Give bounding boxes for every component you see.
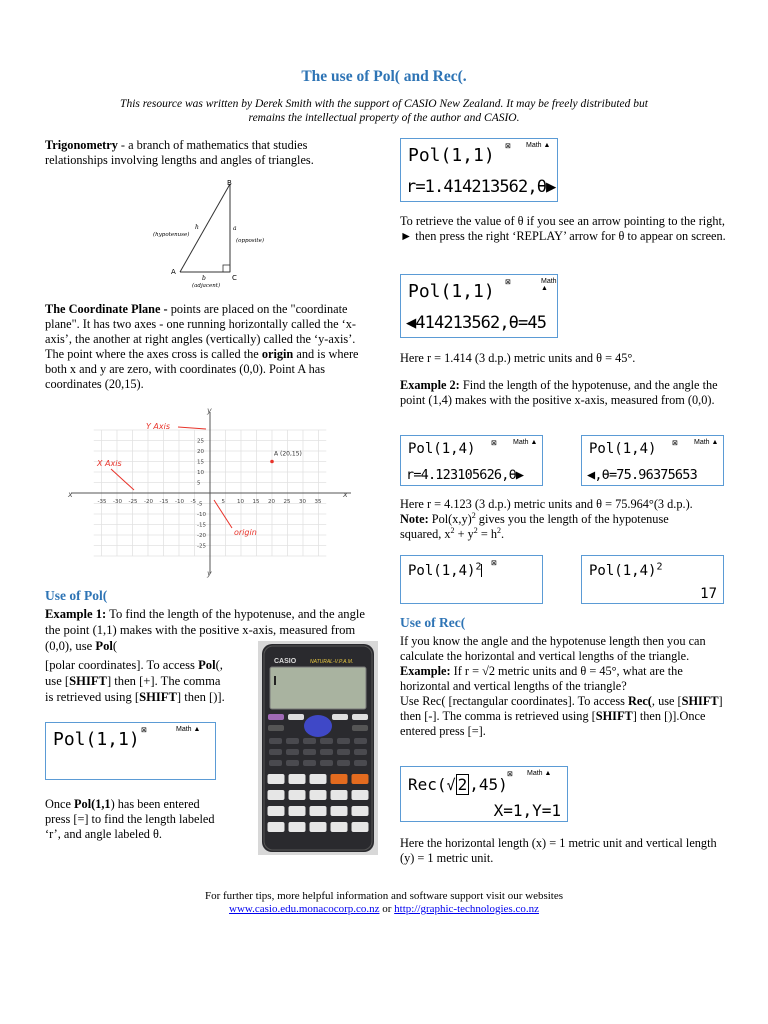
calc-key [320,760,333,766]
y-tick-label: -20 [197,533,206,539]
calc-replay-pad [304,715,332,737]
graphic-technologies-link[interactable]: http://graphic-technologies.co.nz [394,903,539,915]
calc-key [310,790,327,800]
x-axis-annotation: X Axis [97,459,122,468]
vertex-b: B [227,179,232,187]
credit-note: This resource was written by Derek Smith with the support of CASIO New Zealand. It may be freely distributed but remains the intellectual property of the author and CASIO. [120,98,648,124]
calc-screen-pol-1-1-result: ⊠ Math ▲ Pol(1,1) r=1.414213562,θ▶ [400,138,558,202]
calc-key [286,749,299,755]
x-axis-letter-right: x [343,490,348,499]
casio-calculator-image [258,641,378,855]
x-tick-label: -10 [175,499,184,505]
calc-display [270,667,366,709]
calc-key [303,738,316,744]
x-tick-label: 5 [221,499,225,505]
y-tick-label: -10 [197,512,206,518]
rec-result-paragraph: Here the horizontal length (x) = 1 metric unit and vertical length (y) = 1 metric unit. [400,836,717,865]
mode-indicator: Math ▲ [176,726,201,733]
x-axis-letter-left: x [68,490,73,499]
calc-key [354,760,367,766]
calc-key [268,822,285,832]
x-tick-label: -20 [144,499,153,505]
triangle-side-hypotenuse [180,184,230,272]
calc-key [331,790,348,800]
result-2-paragraph: Here r = 4.123 (3 d.p.) metric units and θ = 75.964°(3 d.p.). Note: $Pol(x,y)^2$ gives you the length of the hypotenuse squared, $x^2 + y^2 = h^2$. [400,497,693,541]
casio-website-link[interactable]: www.casio.edu.monacocorp.co.nz [229,903,380,915]
example2-paragraph: Example 2: Find the length of the hypotenuse, and the angle the point (1,4) makes with the positive x-axis, measured from (0,0). [400,378,718,407]
footer: For further tips, more helpful information and software support visit our websites www.casio.edu.monacocorp.co.nz or http://graphic-technologies.co.nz [204,890,564,915]
calc-key [331,822,348,832]
calc-screen-pol-1-4-theta: ⊠ Math ▲ Pol(1,4) ◀,θ=75.96375653 [581,435,724,486]
vertex-a: A [171,268,176,276]
x-tick-label: -30 [113,499,122,505]
calc-key [303,749,316,755]
result-1-paragraph: Here r = 1.414 (3 d.p.) metric units and θ = 45°. [400,351,636,365]
y-tick-label: 5 [197,480,201,487]
calc-key [269,738,282,744]
x-tick-label: -25 [128,499,138,505]
x-tick-label: 15 [252,499,260,505]
y-axis-letter-top: y [207,408,212,415]
x-tick-label: 10 [237,499,244,505]
calc-model: NATURAL-V.P.A.M. [310,659,354,665]
calc-key [289,822,306,832]
y-axis-letter-bottom: y [207,569,212,578]
coordinate-graph [66,408,356,578]
calc-key [268,806,285,816]
calc-key [286,738,299,744]
calc-key [310,774,327,784]
x-tick-label: 20 [268,499,275,505]
calc-screen-pol-1-1-theta: ⊠ Math ▲ Pol(1,1) ◀414213562,θ=45 [400,274,558,338]
triangle-diagram [150,176,280,291]
calc-key [303,760,316,766]
calc-screen-pol-1-1: ⊠ Math ▲ Pol(1,1) [45,722,216,780]
x-tick-label: -35 [97,499,107,505]
calc-screen-pol-1-4-squared-result: $Pol(1,4)^2$ 17 [581,555,724,604]
y-tick-label: -15 [197,522,206,529]
calc-key [331,806,348,816]
calc-key [352,822,369,832]
retrieve-theta-paragraph: To retrieve the value of θ if you see an arrow pointing to the right, ► then press the right ‘REPLAY’ arrow for θ to appear on screen. [400,214,726,243]
calc-key [352,790,369,800]
calc-screen-rec: ⊠ Math ▲ Rec(√ 2 ,45) X=1,Y=1 [400,766,568,822]
page-title: The use of Pol( and Rec(. [301,68,467,85]
calc-screen-pol-1-4-squared: ⊠ $Pol(1,4)^2$ [400,555,543,604]
calc-key [354,749,367,755]
rec-heading: Use of Rec( [400,615,466,630]
calc-key [289,774,306,784]
calc-key [269,760,282,766]
y-tick-label: 10 [197,470,204,476]
calc-key [331,774,348,784]
calc-key [310,822,327,832]
x-tick-label: 35 [314,499,322,505]
y-axis-annotation: Y Axis [146,422,171,431]
calc-key [286,760,299,766]
y-tick-labels [197,439,206,550]
calc-key [320,738,333,744]
side-h-label: h [195,224,199,231]
rec-intro-paragraph: If you know the angle and the hypotenuse length then you can calculate the horizontal and vertical lengths of the triangle. Example: If r = √2 metric units and θ = 45°, what are the horizontal and vertical lengths of the triangle? Use Rec( [rectangular coordinates]. To access Rec(, use [SHIFT] then [-]. The comma is retrieved using [SHIFT] then [)].Once entered press [=]. [400,634,723,738]
calc-key [320,749,333,755]
point-a-label: A (20,15) [274,450,302,458]
origin-annotation: origin [234,528,257,537]
pol-heading: Use of Pol( [45,588,108,603]
y-tick-label: -5 [197,501,203,508]
y-tick-label: 25 [197,438,204,445]
shift-indicator: ⊠ [141,727,147,734]
x-tick-label: 25 [283,499,291,505]
calc-key [268,790,285,800]
y-tick-label: 20 [197,449,204,455]
calc-key [352,774,369,784]
calc-key [337,760,350,766]
coordinate-plane-paragraph: The Coordinate Plane - points are placed on the "coordinate plane". It has two axes - one running horizontally called the ‘x-axis’, the another at right angles (vertically) called the ‘y-axis’. The point where the axes cross is called the origin and is where both x and y are zero, with coordinates (0,0). Point A has coordinates (20,15). [45,302,359,391]
calc-screen-pol-1-4-result: ⊠ Math ▲ Pol(1,4) r=4.123105626,θ▶ [400,435,543,486]
vertex-c: C [232,274,237,282]
calc-key [268,774,285,784]
calc-key [289,806,306,816]
opposite-label: (opposite) [236,238,265,244]
x-tick-label: -15 [159,499,169,505]
pol-once-paragraph: Once Pol(1,1) has been entered press [=] to find the length labeled ‘r’, and angle labeled θ. [45,797,215,841]
calc-key [310,806,327,816]
calc-key [354,738,367,744]
calc-key [337,738,350,744]
y-tick-label: -25 [197,543,206,550]
point-a-marker [270,460,274,464]
adjacent-label: (adjacent) [192,283,221,289]
calc-key [337,749,350,755]
y-tick-label: 15 [197,459,204,466]
side-b-label: b [202,275,206,282]
hypotenuse-label: (hypotenuse) [153,232,190,238]
side-a-label: a [233,225,237,232]
y-axis-annotation-arrow [178,427,206,429]
x-tick-label: 30 [299,499,306,505]
calc-brand: CASIO [274,658,297,665]
trig-paragraph: Trigonometry - a branch of mathematics that studies relationships involving lengths and angles of triangles. [45,138,314,167]
x-tick-label: -5 [190,499,196,505]
calc-key [352,806,369,816]
calc-key [269,749,282,755]
calc-key [289,790,306,800]
right-angle-mark [223,265,230,272]
pol-example1-paragraph: Example 1: To find the length of the hypotenuse, and the angle the point (1,1) makes with the positive x-axis, measured from (0,0), use Pol( [45,607,365,653]
pol-access-paragraph: [polar coordinates]. To access Pol(, use [SHIFT] then [+]. The comma is retrieved using [SHIFT] then [)]. [45,658,225,704]
